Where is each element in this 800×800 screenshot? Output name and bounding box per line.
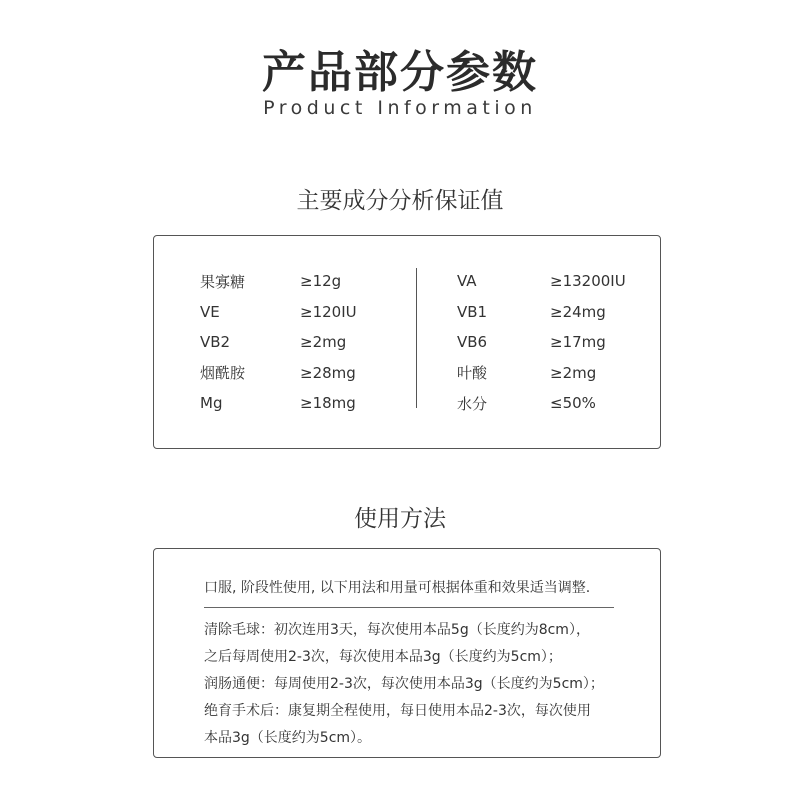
usage-line: 绝育手术后：康复期全程使用，每日使用本品2-3次，每次使用	[204, 703, 591, 719]
analysis-heading: 主要成分分析保证值	[296, 188, 504, 214]
ingredient-value: ≥120IU	[300, 302, 357, 321]
page-title: 产品部分参数	[262, 47, 538, 98]
usage-line: 润肠通便：每周使用2-3次，每次使用本品3g（长度约为5cm）；	[204, 676, 604, 692]
analysis-box	[153, 235, 661, 449]
usage-lines	[204, 617, 604, 752]
ingredient-name: VB2	[200, 333, 231, 352]
ingredient-name: VA	[457, 272, 477, 291]
analysis-right-column	[457, 266, 626, 419]
analysis-row	[200, 358, 357, 389]
ingredient-name: Mg	[200, 394, 223, 413]
usage-divider	[204, 607, 614, 608]
analysis-row	[457, 266, 626, 297]
usage-line: 清除毛球：初次连用3天，每次使用本品5g（长度约为8cm），	[204, 622, 590, 638]
ingredient-name: VB6	[457, 333, 488, 352]
usage-line: 之后每周使用2-3次，每次使用本品3g（长度约为5cm）；	[204, 649, 562, 665]
analysis-row	[457, 297, 626, 328]
page-subtitle: Product Information	[263, 97, 537, 119]
analysis-row	[200, 388, 357, 419]
analysis-left-column	[200, 266, 357, 419]
ingredient-name: 烟酰胺	[200, 364, 246, 383]
ingredient-name: 水分	[457, 394, 488, 413]
ingredient-value: ≥24mg	[550, 302, 606, 321]
analysis-row	[457, 358, 626, 389]
ingredient-value: ≥2mg	[300, 333, 347, 352]
analysis-row	[457, 388, 626, 419]
usage-intro: 口服, 阶段性使用, 以下用法和用量可根据体重和效果适当调整.	[204, 580, 591, 596]
ingredient-value: ≥28mg	[300, 363, 356, 382]
analysis-row	[200, 327, 357, 358]
ingredient-value: ≥12g	[300, 272, 342, 291]
ingredient-name: 果寡糖	[200, 272, 246, 291]
ingredient-value: ≥2mg	[550, 363, 597, 382]
usage-box	[153, 548, 661, 758]
ingredient-name: 叶酸	[457, 364, 488, 383]
ingredient-value: ≤50%	[550, 394, 596, 413]
analysis-row	[200, 266, 357, 297]
usage-heading: 使用方法	[354, 506, 446, 532]
ingredient-name: VB1	[457, 302, 488, 321]
ingredient-value: ≥18mg	[300, 394, 356, 413]
ingredient-value: ≥13200IU	[550, 272, 626, 291]
ingredient-name: VE	[200, 302, 220, 321]
usage-line: 本品3g（长度约为5cm）。	[204, 730, 372, 746]
analysis-row	[457, 327, 626, 358]
analysis-row	[200, 297, 357, 328]
ingredient-value: ≥17mg	[550, 333, 606, 352]
column-divider	[416, 268, 417, 408]
